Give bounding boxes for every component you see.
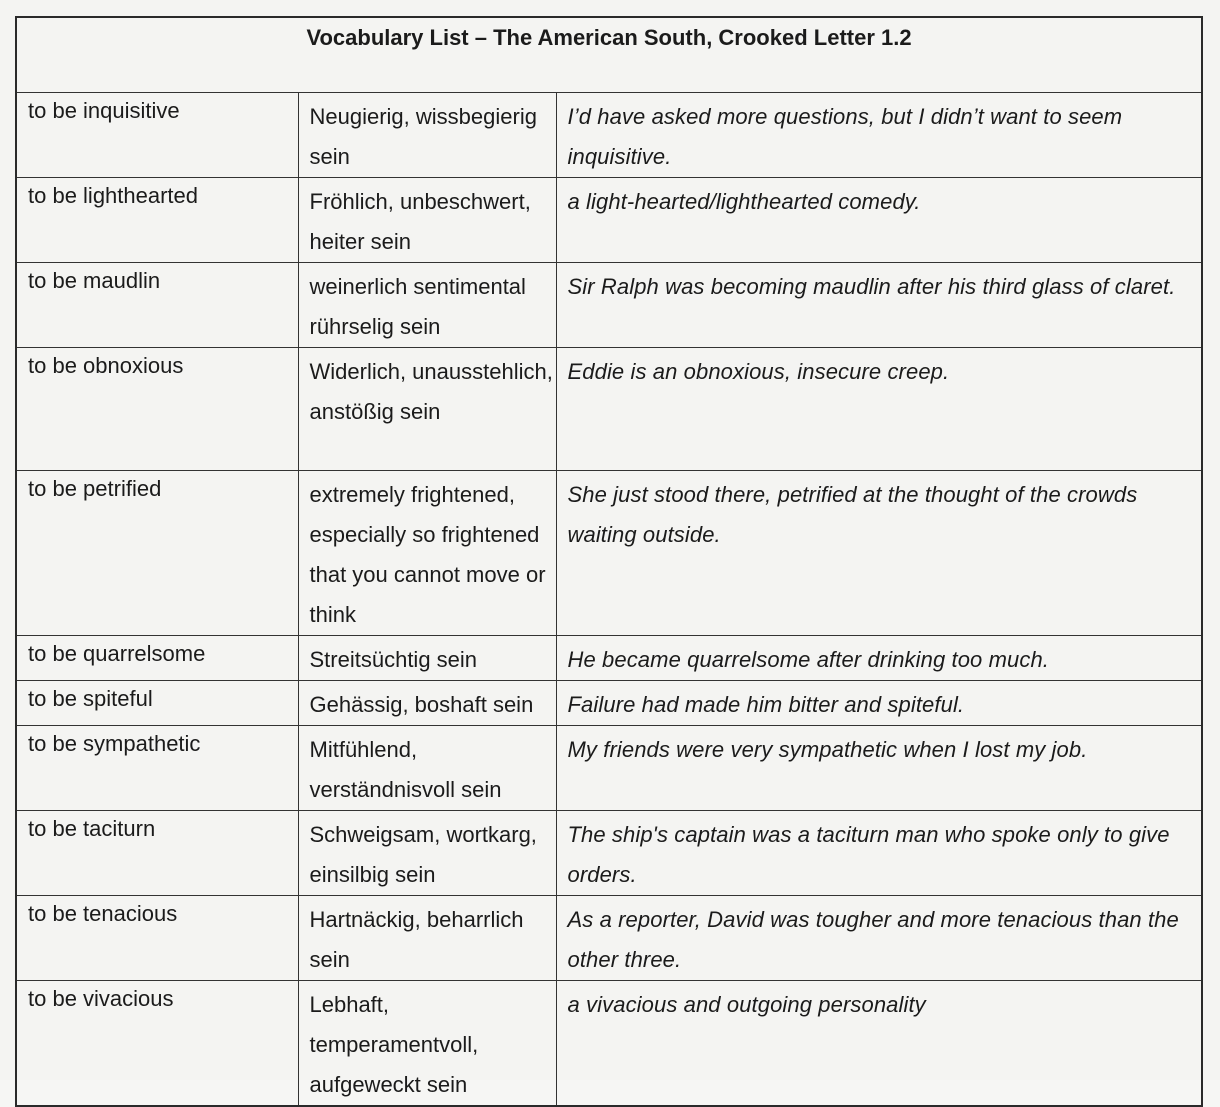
title-row: [16, 17, 1202, 93]
translation-cell: Hartnäckig, beharrlich sein: [298, 896, 556, 981]
table-row: [16, 263, 1202, 348]
example-cell: Eddie is an obnoxious, insecure creep.: [556, 348, 1202, 471]
example-cell: As a reporter, David was tougher and more tenacious than the other three.: [556, 896, 1202, 981]
table-row: [16, 93, 1202, 178]
translation-cell: Gehässig, boshaft sein: [298, 681, 556, 726]
term-cell: to be petrified: [16, 471, 298, 636]
term-cell: to be tenacious: [16, 896, 298, 981]
table-row: [16, 726, 1202, 811]
term-cell: to be quarrelsome: [16, 636, 298, 681]
translation-cell: Fröhlich, unbeschwert, heiter sein: [298, 178, 556, 263]
table-row: [16, 896, 1202, 981]
example-cell: a vivacious and outgoing personality: [556, 981, 1202, 1107]
example-cell: a light-hearted/lighthearted comedy.: [556, 178, 1202, 263]
table-title: Vocabulary List – The American South, Crooked Letter 1.2: [16, 17, 1202, 93]
term-cell: to be sympathetic: [16, 726, 298, 811]
term-cell: to be taciturn: [16, 811, 298, 896]
example-cell: She just stood there, petrified at the thought of the crowds waiting outside.: [556, 471, 1202, 636]
translation-cell: weinerlich sentimental rührselig sein: [298, 263, 556, 348]
translation-cell: Mitfühlend, verständnisvoll sein: [298, 726, 556, 811]
table-row: [16, 681, 1202, 726]
term-cell: to be spiteful: [16, 681, 298, 726]
example-cell: Failure had made him bitter and spiteful.: [556, 681, 1202, 726]
vocabulary-table: [15, 16, 1203, 1107]
translation-cell: Neugierig, wissbegierig sein: [298, 93, 556, 178]
table-row: [16, 471, 1202, 636]
translation-cell: Widerlich, unausstehlich, anstößig sein: [298, 348, 556, 471]
example-cell: My friends were very sympathetic when I lost my job.: [556, 726, 1202, 811]
translation-cell: Streitsüchtig sein: [298, 636, 556, 681]
table-row: [16, 178, 1202, 263]
table-row: [16, 636, 1202, 681]
term-cell: to be inquisitive: [16, 93, 298, 178]
term-cell: to be obnoxious: [16, 348, 298, 471]
translation-cell: Lebhaft, temperamentvoll, aufgeweckt sein: [298, 981, 556, 1107]
example-cell: Sir Ralph was becoming maudlin after his third glass of claret.: [556, 263, 1202, 348]
table-row: [16, 981, 1202, 1107]
table-row: [16, 348, 1202, 471]
term-cell: to be lighthearted: [16, 178, 298, 263]
table-row: [16, 811, 1202, 896]
translation-cell: extremely frightened, especially so frightened that you cannot move or think: [298, 471, 556, 636]
term-cell: to be vivacious: [16, 981, 298, 1107]
example-cell: The ship's captain was a taciturn man who spoke only to give orders.: [556, 811, 1202, 896]
term-cell: to be maudlin: [16, 263, 298, 348]
example-cell: I’d have asked more questions, but I didn’t want to seem inquisitive.: [556, 93, 1202, 178]
translation-cell: Schweigsam, wortkarg, einsilbig sein: [298, 811, 556, 896]
example-cell: He became quarrelsome after drinking too much.: [556, 636, 1202, 681]
